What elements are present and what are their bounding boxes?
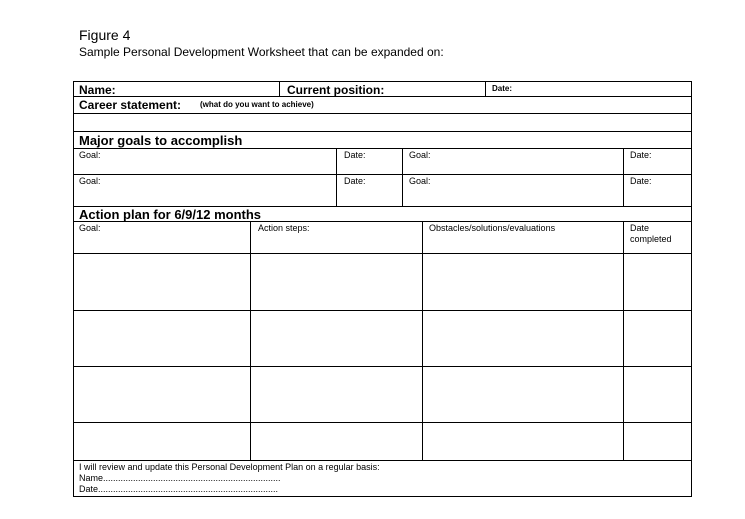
figure-subtitle: Sample Personal Development Worksheet that can be expanded on: (79, 45, 444, 59)
header-date-label: Date: (492, 84, 513, 93)
goal-field-label: Goal: (79, 150, 101, 160)
action-col-obstacles: Obstacles/solutions/evaluations (429, 223, 556, 233)
goal-field-label: Goal: (79, 176, 101, 186)
divider (74, 310, 691, 311)
review-statement: I will review and update this Personal Development Plan on a regular basis: (79, 462, 380, 472)
action-col-date-completed-line2: completed (630, 234, 672, 244)
action-col-goal: Goal: (79, 223, 101, 233)
action-plan-heading: Action plan for 6/9/12 months (79, 207, 262, 222)
divider (623, 221, 624, 460)
divider (74, 131, 691, 132)
goal-date-label: Date: (630, 176, 652, 186)
current-position-label: Current position: (287, 83, 385, 97)
divider (74, 460, 691, 461)
footer-name-line: Name....................................................................... (79, 473, 281, 483)
action-col-steps: Action steps: (258, 223, 310, 233)
divider (74, 253, 691, 254)
development-worksheet (73, 81, 692, 497)
goal-date-label: Date: (344, 150, 366, 160)
action-col-date-completed-line1: Date (630, 223, 650, 233)
goal-field-label: Goal: (409, 150, 431, 160)
divider (402, 148, 403, 206)
divider (485, 82, 486, 96)
goal-date-label: Date: (344, 176, 366, 186)
major-goals-heading: Major goals to accomplish (79, 133, 243, 148)
divider (74, 148, 691, 149)
career-statement-label: Career statement: (79, 98, 182, 112)
figure-title: Figure 4 (79, 27, 131, 43)
divider (74, 96, 691, 97)
career-statement-hint: (what do you want to achieve) (200, 100, 314, 109)
divider (422, 221, 423, 460)
divider (74, 422, 691, 423)
goal-date-label: Date: (630, 150, 652, 160)
divider (74, 221, 691, 222)
divider (336, 148, 337, 206)
divider (74, 366, 691, 367)
footer-date-line: Date........................................................................ (79, 484, 279, 494)
goal-field-label: Goal: (409, 176, 431, 186)
divider (74, 174, 691, 175)
name-label: Name: (79, 83, 116, 97)
divider (250, 221, 251, 460)
divider (623, 148, 624, 206)
divider (279, 82, 280, 96)
divider (74, 113, 691, 114)
